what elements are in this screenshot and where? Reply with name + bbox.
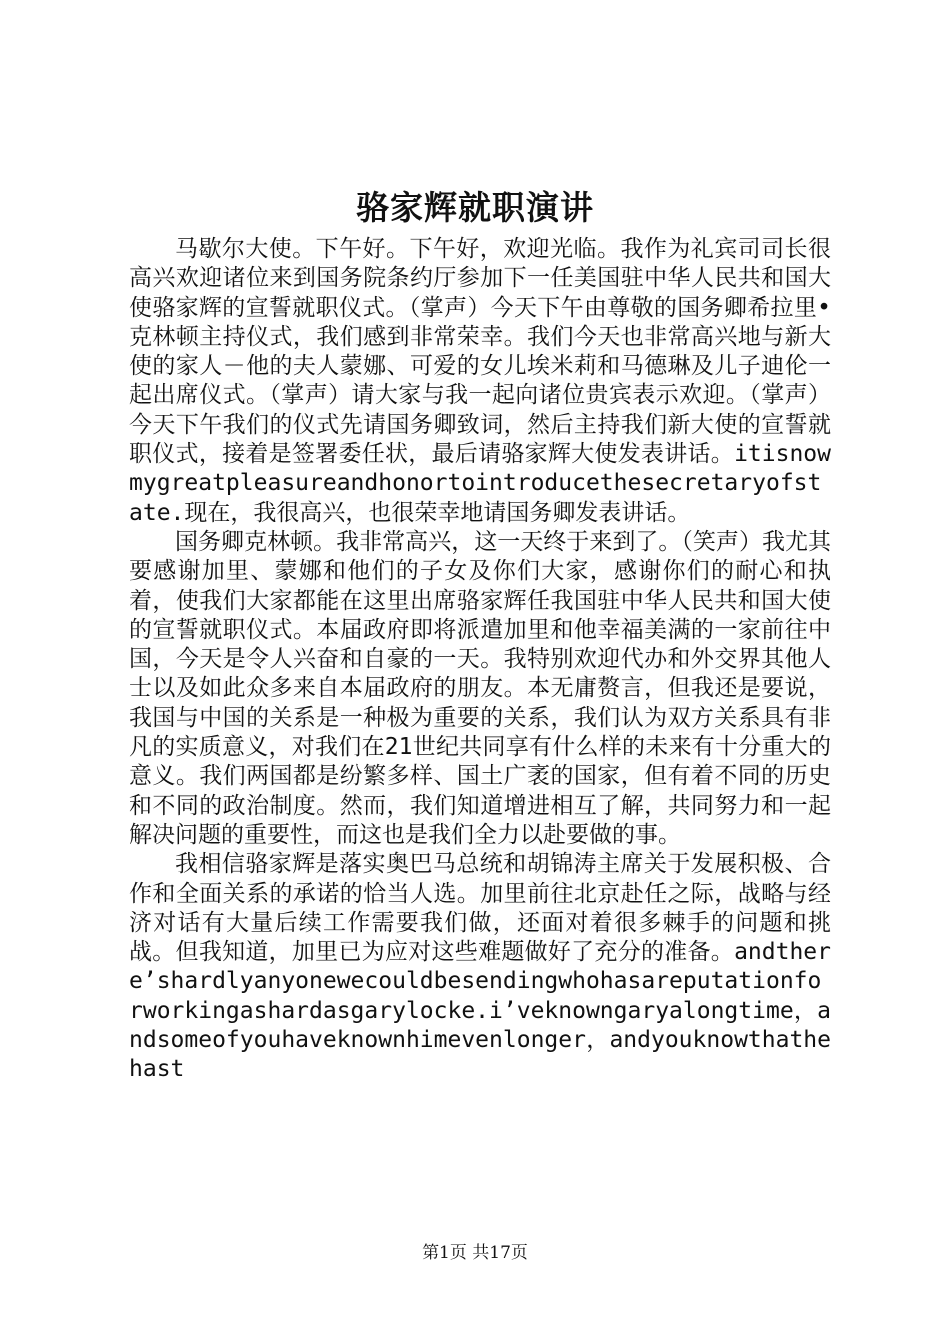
page-number-footer: 第1页 共17页: [422, 1243, 528, 1263]
paragraph-locke-confidence: 我相信骆家辉是落实奥巴马总统和胡锦涛主席关于发展积极、合作和全面关系的承诺的恰当人选。加里前往北京赴任之际，战略与经济对话有大量后续工作需要我们做，还面对着很多棘手的问题和挑战。但我知道，加里已为应对这些难题做好了充分的准备。andthere’shardlyanyonewecouldbesendingwhohasareputationforworkingashardasgarylocke.i’veknowngaryalongtime，andsomeofyouhaveknownhimevenlonger，andyouknowthathehast: [129, 851, 831, 1083]
document-body: [129, 235, 831, 1085]
page-title: 骆家辉就职演讲: [356, 188, 594, 227]
paragraph-protocol-chief: 马歇尔大使。下午好。下午好，欢迎光临。我作为礼宾司司长很高兴欢迎诸位来到国务院条约厅参加下一任美国驻中华人民共和国大使骆家辉的宣誓就职仪式。（掌声）今天下午由尊敬的国务卿希拉里•克林顿主持仪式，我们感到非常荣幸。我们今天也非常高兴地与新大使的家人－他的夫人蒙娜、可爱的女儿埃米莉和马德琳及儿子迪伦一起出席仪式。（掌声）请大家与我一起向诸位贵宾表示欢迎。（掌声）今天下午我们的仪式先请国务卿致词，然后主持我们新大使的宣誓就职仪式，接着是签署委任状，最后请骆家辉大使发表讲话。itisnowmygreatpleasureandhonortointroducethesecretaryofstate.现在，我很高兴，也很荣幸地请国务卿发表讲话。: [129, 236, 831, 526]
paragraph-secretary-clinton: 国务卿克林顿。我非常高兴，这一天终于来到了。（笑声）我尤其要感谢加里、蒙娜和他们的子女及你们大家，感谢你们的耐心和执着，使我们大家都能在这里出席骆家辉任我国驻中华人民共和国大使的宣誓就职仪式。本届政府即将派遣加里和他幸福美满的一家前往中国，今天是令人兴奋和自豪的一天。我特别欢迎代办和外交界其他人士以及如此众多来自本届政府的朋友。本无庸赘言，但我还是要说，我国与中国的关系是一种极为重要的关系，我们认为双方关系具有非凡的实质意义，对我们在21世纪共同享有什么样的未来有十分重大的意义。我们两国都是纷繁多样、国土广袤的国家，但有着不同的历史和不同的政治制度。然而，我们知道增进相互了解，共同努力和一起解决问题的重要性，而这也是我们全力以赴要做的事。: [129, 528, 831, 848]
